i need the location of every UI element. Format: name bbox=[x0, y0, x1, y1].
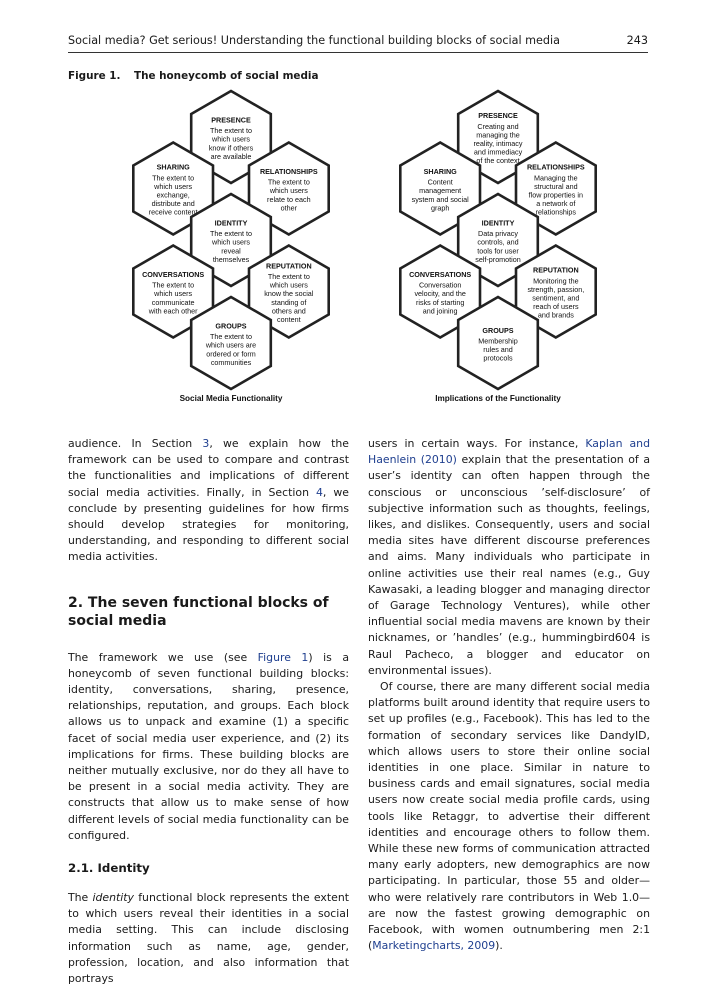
cell-text-line: reality, intimacy bbox=[473, 139, 523, 148]
cell-text-line: other bbox=[280, 203, 298, 213]
cell-text-line: sentiment, and bbox=[532, 293, 580, 303]
cell-text-line: The extent to bbox=[267, 177, 310, 187]
cell-text-line: distribute and bbox=[151, 199, 195, 209]
cell-title: GROUPS bbox=[482, 325, 514, 335]
paragraph: audience. In Section 3, we explain how the framework can be used to compare and contrast the functionalities and implications of different social media activities. Finally, in Section 4, we conclude by presenting guidelines for how firms should develop strategies for monitoring, understanding, and responding to different social media activities. bbox=[68, 437, 349, 564]
cell-text-line: The extent to bbox=[152, 280, 195, 290]
cell-text-line: and immediacy bbox=[473, 147, 523, 157]
citation-link[interactable]: Marketingcharts, 2009 bbox=[372, 939, 496, 953]
cell-text-line: strength, passion, bbox=[527, 284, 585, 294]
cell-text-line: which users bbox=[154, 289, 193, 299]
cell-text-line: Managing the bbox=[534, 173, 578, 183]
section-link[interactable]: 3 bbox=[202, 437, 210, 450]
paragraph: The framework we use (see Figure 1) is a honeycomb of seven functional building blocks: identity, conversations, sharing, presence, relationships, reputation, and groups. Each block allows us to unpack and examine (1) a specific facet of social media user experience, and (2) its implications for firms. These building blocks are neither mutually exclusive, nor do they all have to be present in a social media activity. They are constructs that allow us to make sense of how different levels of social media functionality can be configured. bbox=[68, 650, 349, 842]
cell-text-line: know the social bbox=[264, 289, 314, 299]
cell-text-line: and brands bbox=[537, 310, 574, 320]
honeycomb-figure bbox=[60, 88, 660, 418]
cell-title: REPUTATION bbox=[533, 265, 579, 275]
citation-link[interactable]: Kaplan and Haenlein (2010) bbox=[368, 437, 650, 467]
figure-link[interactable]: Figure 1 bbox=[257, 650, 309, 664]
cell-title: PRESENCE bbox=[478, 111, 518, 121]
cell-text-line: velocity, and the bbox=[414, 289, 466, 299]
cell-text-line: flow properties in bbox=[528, 190, 584, 200]
cell-text-line: a network of bbox=[536, 199, 576, 209]
cell-text-line: which users bbox=[269, 280, 308, 290]
cell-text-line: self-promotion bbox=[475, 254, 521, 264]
subsection-heading: 2.1. Identity bbox=[68, 861, 150, 876]
cell-text-line: rules and bbox=[483, 345, 513, 354]
cell-text-line: protocols bbox=[483, 353, 513, 363]
cell-text-line: content bbox=[277, 315, 301, 324]
cell-text-line: Conversation bbox=[418, 280, 462, 290]
cell-title: REPUTATION bbox=[266, 261, 312, 271]
cell-text-line: themselves bbox=[212, 254, 250, 264]
cell-text-line: Content bbox=[427, 177, 453, 187]
cell-text-line: are available bbox=[210, 151, 252, 161]
cell-text-line: standing of bbox=[271, 297, 307, 307]
cell-title: IDENTITY bbox=[481, 218, 515, 228]
cell-title: CONVERSATIONS bbox=[142, 270, 205, 279]
cell-text-line: Creating and bbox=[477, 121, 519, 131]
paragraph: Of course, there are many different social media platforms built around identity that require users to set up profiles (e.g., Facebook). This has led to the formation of secondary services like DandyID, which allows users to store their online social identities in one place. Similar in nature to business cards and email signatures, social media users now create social media profile cards, using tools like Retaggr, to advertise their different identities and encourage others to follow them. While these new forms of communication attracted many early adopters, new demographics are now participating. In particular, those 55 and older—who were relatively rare contributors in Web 1.0—are now the fastest growing demographic on Facebook, with women outnumbering men 2:1 (Marketingcharts, 2009). bbox=[368, 680, 650, 953]
figure-label: Figure 1. bbox=[68, 70, 121, 82]
page-number: 243 bbox=[626, 34, 648, 47]
cell-text-line: risks of starting bbox=[415, 297, 465, 307]
cell-title: RELATIONSHIPS bbox=[526, 162, 585, 172]
cell-title: SHARING bbox=[156, 162, 190, 172]
cell-text-line: relationships bbox=[535, 207, 577, 217]
cell-text-line: and joining bbox=[422, 306, 458, 316]
cell-text-line: which users are bbox=[205, 340, 257, 350]
right-column bbox=[368, 436, 650, 955]
figure-caption bbox=[68, 70, 318, 82]
cell-text-line: of the context bbox=[476, 156, 520, 166]
left-column bbox=[68, 436, 349, 987]
cell-title: PRESENCE bbox=[211, 115, 251, 125]
cell-text-line: communities bbox=[210, 357, 252, 367]
paragraph: users in certain ways. For instance, Kaplan and Haenlein (2010) explain that the presentation of a user’s identity can often happen through the conscious or unconscious ’self-disclosure’ of subjective information such as thoughts, feelings, likes, and dislikes. Consequently, users and social media sites have different discourse preferences and aims. Many individuals who participate in online activities use their real names (e.g., Guy Kawasaki, a leading blogger and managing director of Garage Technology Ventures), while other influential social media mavens are known by their nicknames, or ’handles’ (e.g., hummingbird604 is Raul Pacheco, a blogger and educator on environmental issues). bbox=[368, 437, 651, 677]
cell-text-line: controls, and bbox=[477, 237, 519, 247]
running-title: Social media? Get serious! Understanding the functional building blocks of social media bbox=[68, 34, 560, 47]
cell-text-line: which users bbox=[212, 134, 250, 144]
cell-text-line: Monitoring the bbox=[533, 276, 579, 286]
cell-text-line: which users bbox=[212, 237, 250, 247]
section-heading: 2. The seven functional blocks of social media bbox=[68, 594, 329, 629]
cell-text-line: communicate bbox=[151, 297, 195, 307]
cell-title: IDENTITY bbox=[214, 218, 248, 228]
section-link[interactable]: 4 bbox=[315, 485, 323, 499]
cell-text-line: with each other bbox=[148, 306, 198, 316]
cell-text-line: ordered or form bbox=[206, 349, 256, 359]
cell-text-line: The extent to bbox=[210, 229, 252, 239]
cell-text-line: structural and bbox=[534, 181, 578, 191]
paragraph: The identity functional block represents the extent to which users reveal their identities in a social media setting. This can include disclosing information such as name, age, gender, profession, location, and also information that portrays bbox=[68, 891, 350, 986]
cell-title: SHARING bbox=[423, 167, 457, 176]
panel-title: Social Media Functionality bbox=[179, 394, 283, 403]
cell-title: RELATIONSHIPS bbox=[259, 167, 318, 176]
cell-text-line: others and bbox=[271, 306, 306, 316]
cell-text-line: which users bbox=[269, 186, 308, 196]
cell-text-line: system and social bbox=[411, 194, 469, 204]
cell-text-line: which users bbox=[154, 181, 193, 191]
cell-text-line: tools for user bbox=[477, 246, 519, 256]
cell-text-line: receive content bbox=[148, 207, 198, 217]
cell-title: CONVERSATIONS bbox=[409, 270, 472, 279]
panel-title: Implications of the Functionality bbox=[435, 394, 561, 403]
cell-text-line: The extent to bbox=[210, 332, 252, 342]
cell-text-line: managing the bbox=[476, 130, 520, 140]
cell-text-line: The extent to bbox=[267, 272, 310, 281]
cell-text-line: Data privacy bbox=[478, 229, 518, 239]
cell-text-line: The extent to bbox=[152, 173, 195, 183]
cell-text-line: graph bbox=[430, 203, 450, 213]
cell-text-line: know if others bbox=[208, 143, 254, 153]
cell-text-line: The extent to bbox=[210, 126, 252, 136]
cell-text-line: management bbox=[419, 186, 462, 196]
cell-text-line: exchange, bbox=[156, 190, 190, 200]
cell-text-line: reach of users bbox=[533, 302, 579, 312]
cell-title: GROUPS bbox=[215, 321, 247, 331]
cell-text-line: relate to each bbox=[267, 194, 311, 204]
cell-text-line: Membership bbox=[478, 336, 518, 346]
cell-text-line: reveal bbox=[221, 246, 241, 256]
running-header bbox=[68, 30, 648, 53]
figure-caption-text: The honeycomb of social media bbox=[134, 70, 319, 82]
